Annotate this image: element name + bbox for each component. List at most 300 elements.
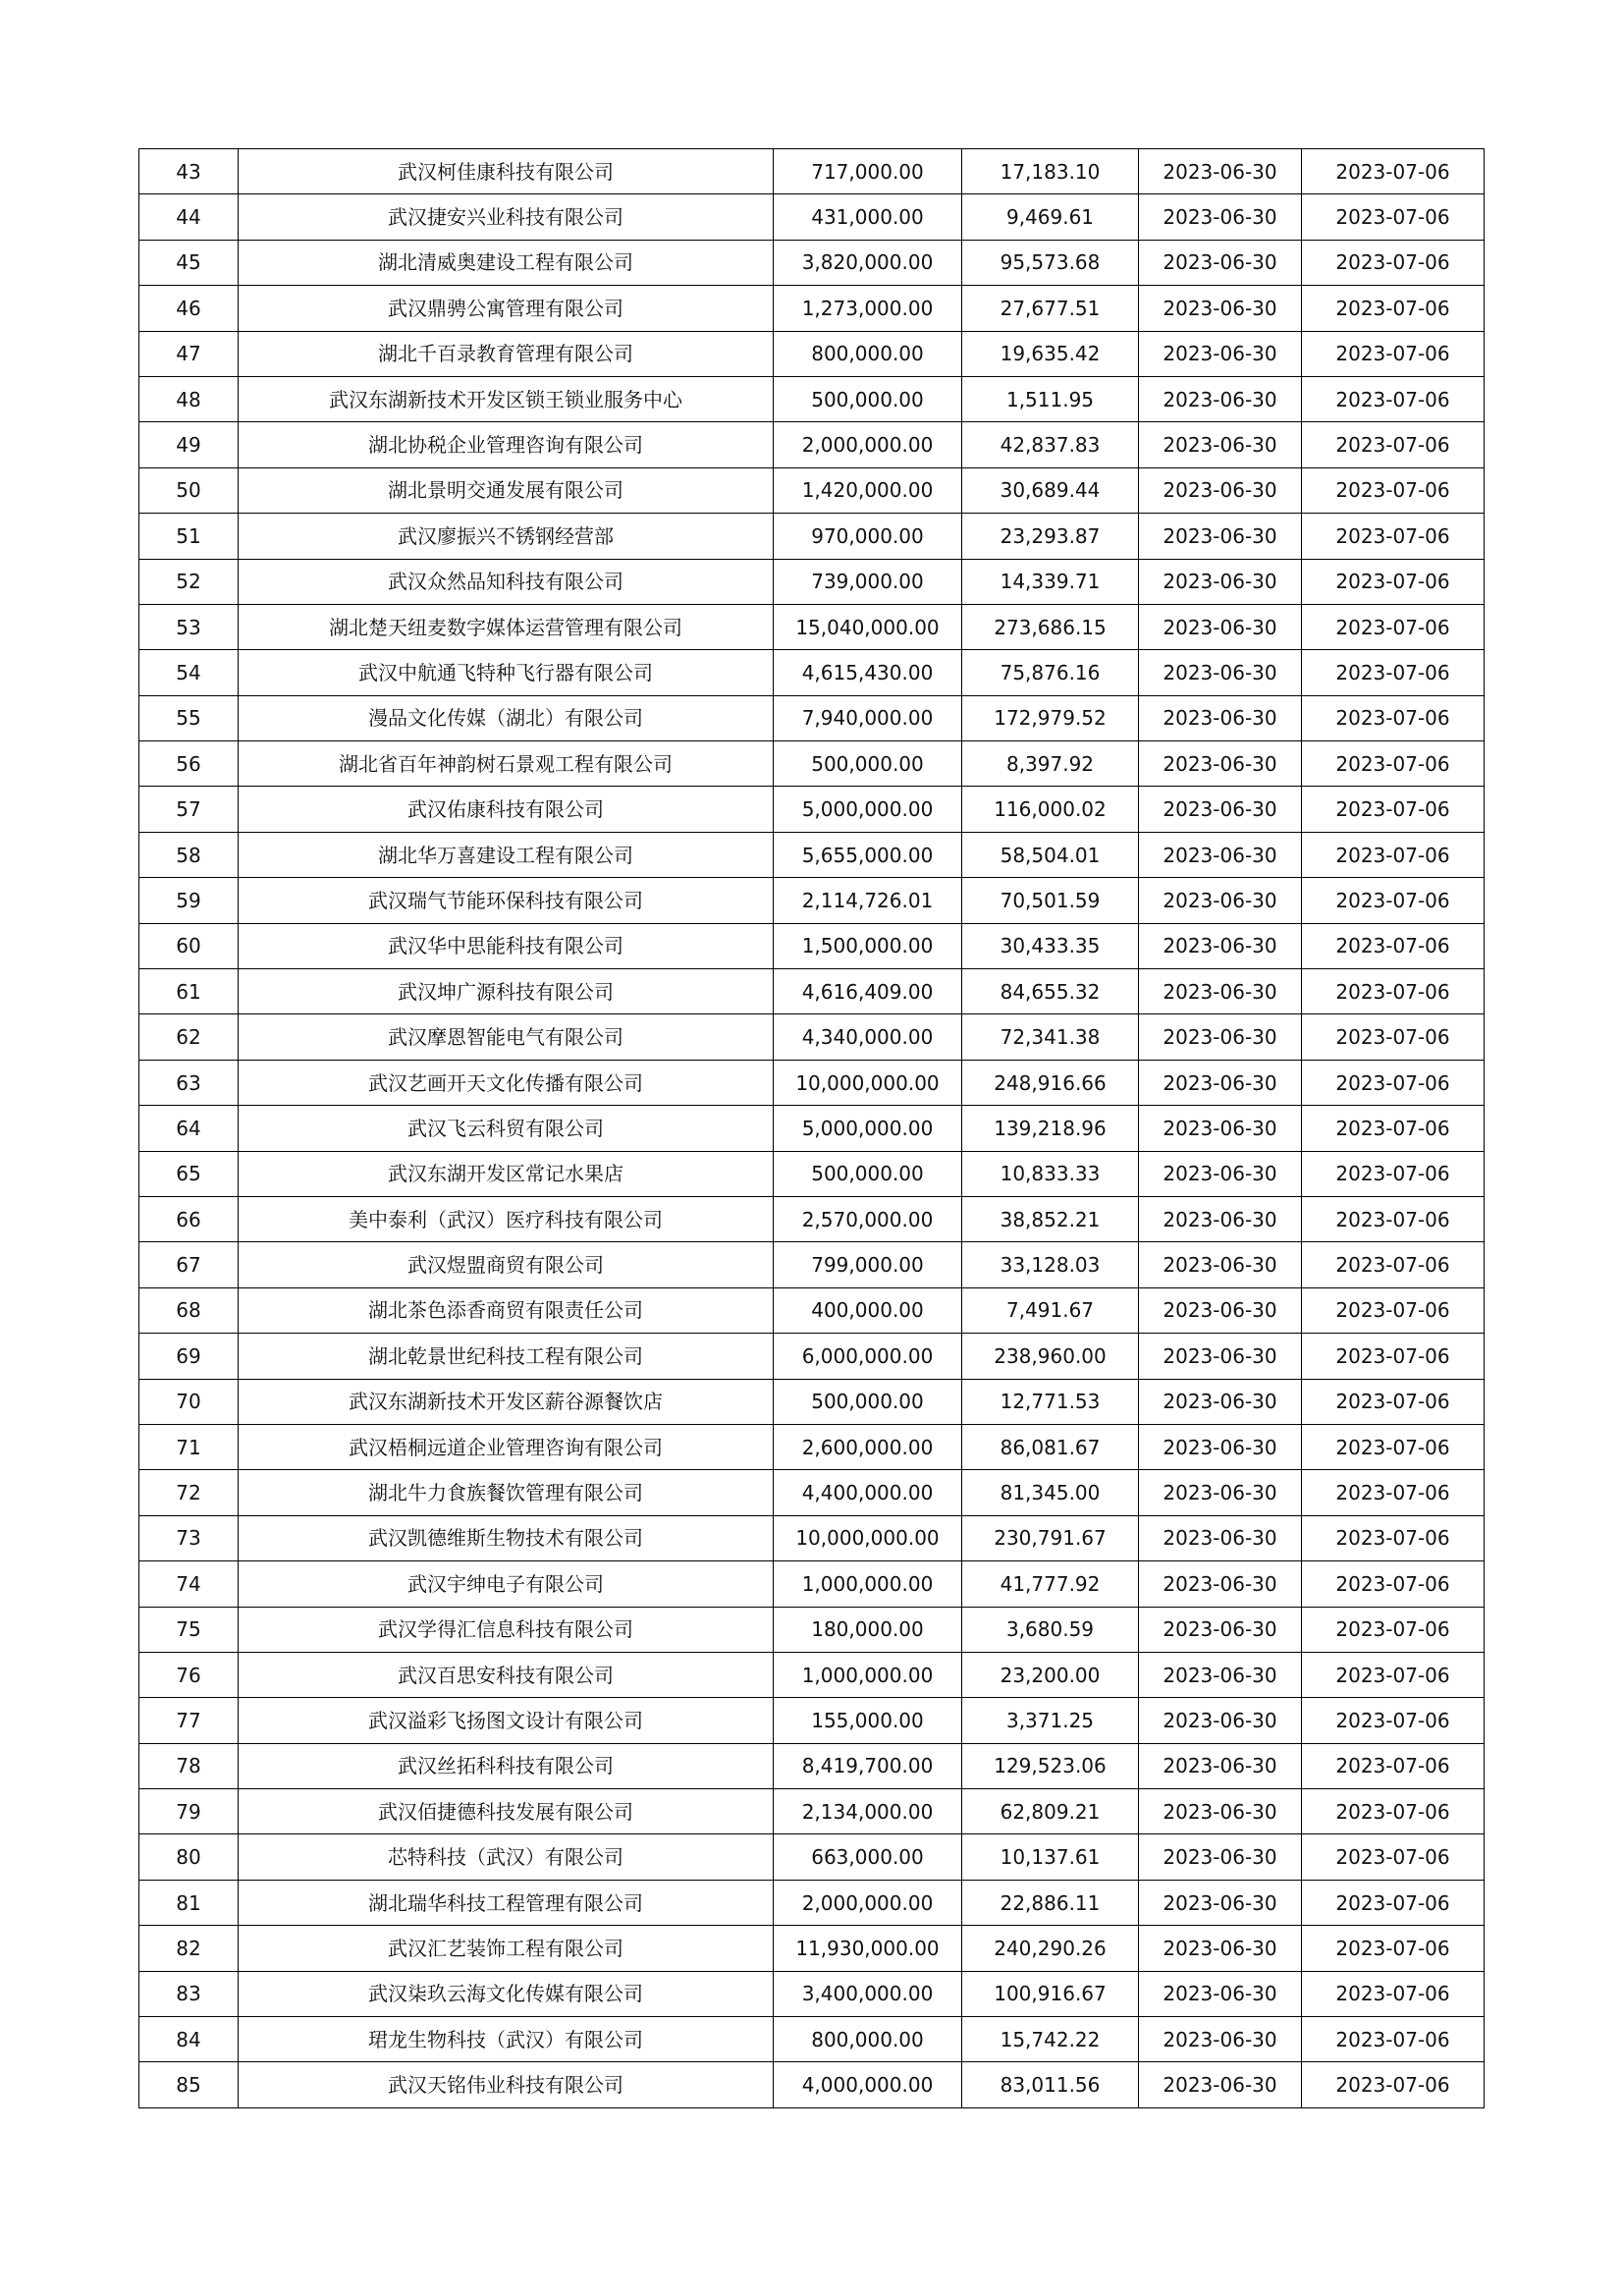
start-date-cell: 2023-06-30 xyxy=(1139,2062,1302,2107)
company-name: 武汉天铭伟业科技有限公司 xyxy=(239,2062,774,2107)
start-date-cell: 2023-06-30 xyxy=(1139,1060,1302,1105)
end-date-cell: 2023-07-06 xyxy=(1302,2017,1485,2062)
end-date-cell: 2023-07-06 xyxy=(1302,878,1485,923)
company-name: 武汉学得汇信息科技有限公司 xyxy=(239,1607,774,1652)
interest-cell: 100,916.67 xyxy=(962,1971,1139,2016)
end-date-cell: 2023-07-06 xyxy=(1302,1743,1485,1788)
end-date-cell: 2023-07-06 xyxy=(1302,1196,1485,1241)
amount-cell: 7,940,000.00 xyxy=(774,695,962,740)
company-name: 武汉华中思能科技有限公司 xyxy=(239,923,774,968)
company-name: 湖北省百年神韵树石景观工程有限公司 xyxy=(239,741,774,787)
table-row xyxy=(139,1743,1485,1788)
row-number: 61 xyxy=(139,969,239,1014)
company-name: 武汉百思安科技有限公司 xyxy=(239,1652,774,1697)
table-row xyxy=(139,695,1485,740)
end-date-cell: 2023-07-06 xyxy=(1302,2062,1485,2107)
interest-cell: 58,504.01 xyxy=(962,832,1139,877)
end-date-cell: 2023-07-06 xyxy=(1302,467,1485,513)
amount-cell: 400,000.00 xyxy=(774,1287,962,1333)
company-name: 武汉廖振兴不锈钢经营部 xyxy=(239,514,774,559)
amount-cell: 2,570,000.00 xyxy=(774,1196,962,1241)
amount-cell: 2,000,000.00 xyxy=(774,1880,962,1925)
table-row xyxy=(139,1515,1485,1560)
amount-cell: 6,000,000.00 xyxy=(774,1334,962,1379)
start-date-cell: 2023-06-30 xyxy=(1139,2017,1302,2062)
end-date-cell: 2023-07-06 xyxy=(1302,923,1485,968)
company-name: 武汉东湖新技术开发区薪谷源餐饮店 xyxy=(239,1379,774,1424)
row-number: 64 xyxy=(139,1106,239,1151)
amount-cell: 799,000.00 xyxy=(774,1242,962,1287)
amount-cell: 500,000.00 xyxy=(774,1151,962,1196)
interest-cell: 8,397.92 xyxy=(962,741,1139,787)
table-row xyxy=(139,1242,1485,1287)
amount-cell: 5,000,000.00 xyxy=(774,787,962,832)
start-date-cell: 2023-06-30 xyxy=(1139,331,1302,376)
interest-cell: 41,777.92 xyxy=(962,1561,1139,1607)
company-name: 武汉梧桐远道企业管理咨询有限公司 xyxy=(239,1424,774,1469)
interest-cell: 116,000.02 xyxy=(962,787,1139,832)
table-row xyxy=(139,1470,1485,1515)
row-number: 68 xyxy=(139,1287,239,1333)
end-date-cell: 2023-07-06 xyxy=(1302,1470,1485,1515)
row-number: 43 xyxy=(139,149,239,194)
end-date-cell: 2023-07-06 xyxy=(1302,695,1485,740)
start-date-cell: 2023-06-30 xyxy=(1139,1287,1302,1333)
end-date-cell: 2023-07-06 xyxy=(1302,1287,1485,1333)
amount-cell: 1,420,000.00 xyxy=(774,467,962,513)
start-date-cell: 2023-06-30 xyxy=(1139,1652,1302,1697)
row-number: 74 xyxy=(139,1561,239,1607)
loan-table xyxy=(138,148,1485,2108)
row-number: 52 xyxy=(139,559,239,604)
row-number: 62 xyxy=(139,1014,239,1060)
interest-cell: 27,677.51 xyxy=(962,286,1139,331)
row-number: 49 xyxy=(139,422,239,467)
end-date-cell: 2023-07-06 xyxy=(1302,1926,1485,1971)
interest-cell: 240,290.26 xyxy=(962,1926,1139,1971)
start-date-cell: 2023-06-30 xyxy=(1139,1014,1302,1060)
company-name: 湖北楚天纽麦数字媒体运营管理有限公司 xyxy=(239,604,774,649)
amount-cell: 800,000.00 xyxy=(774,2017,962,2062)
amount-cell: 663,000.00 xyxy=(774,1834,962,1880)
company-name: 湖北牛力食族餐饮管理有限公司 xyxy=(239,1470,774,1515)
row-number: 83 xyxy=(139,1971,239,2016)
start-date-cell: 2023-06-30 xyxy=(1139,286,1302,331)
table-row xyxy=(139,1287,1485,1333)
interest-cell: 10,137.61 xyxy=(962,1834,1139,1880)
start-date-cell: 2023-06-30 xyxy=(1139,787,1302,832)
table-row xyxy=(139,1652,1485,1697)
interest-cell: 230,791.67 xyxy=(962,1515,1139,1560)
row-number: 80 xyxy=(139,1834,239,1880)
start-date-cell: 2023-06-30 xyxy=(1139,650,1302,695)
company-name: 武汉鼎骋公寓管理有限公司 xyxy=(239,286,774,331)
row-number: 50 xyxy=(139,467,239,513)
table-row xyxy=(139,1379,1485,1424)
start-date-cell: 2023-06-30 xyxy=(1139,741,1302,787)
start-date-cell: 2023-06-30 xyxy=(1139,1379,1302,1424)
interest-cell: 17,183.10 xyxy=(962,149,1139,194)
row-number: 82 xyxy=(139,1926,239,1971)
start-date-cell: 2023-06-30 xyxy=(1139,969,1302,1014)
amount-cell: 1,500,000.00 xyxy=(774,923,962,968)
company-name: 武汉宇绅电子有限公司 xyxy=(239,1561,774,1607)
table-row xyxy=(139,1060,1485,1105)
start-date-cell: 2023-06-30 xyxy=(1139,376,1302,421)
company-name: 武汉坤广源科技有限公司 xyxy=(239,969,774,1014)
company-name: 漫品文化传媒（湖北）有限公司 xyxy=(239,695,774,740)
table-row xyxy=(139,1151,1485,1196)
company-name: 武汉瑞气节能环保科技有限公司 xyxy=(239,878,774,923)
start-date-cell: 2023-06-30 xyxy=(1139,149,1302,194)
row-number: 76 xyxy=(139,1652,239,1697)
amount-cell: 4,000,000.00 xyxy=(774,2062,962,2107)
amount-cell: 1,000,000.00 xyxy=(774,1652,962,1697)
end-date-cell: 2023-07-06 xyxy=(1302,422,1485,467)
start-date-cell: 2023-06-30 xyxy=(1139,422,1302,467)
amount-cell: 10,000,000.00 xyxy=(774,1515,962,1560)
interest-cell: 10,833.33 xyxy=(962,1151,1139,1196)
row-number: 75 xyxy=(139,1607,239,1652)
company-name: 武汉捷安兴业科技有限公司 xyxy=(239,194,774,240)
row-number: 46 xyxy=(139,286,239,331)
company-name: 武汉汇艺装饰工程有限公司 xyxy=(239,1926,774,1971)
end-date-cell: 2023-07-06 xyxy=(1302,604,1485,649)
company-name: 武汉丝拓科科技有限公司 xyxy=(239,1743,774,1788)
start-date-cell: 2023-06-30 xyxy=(1139,1106,1302,1151)
amount-cell: 500,000.00 xyxy=(774,376,962,421)
row-number: 55 xyxy=(139,695,239,740)
end-date-cell: 2023-07-06 xyxy=(1302,1151,1485,1196)
end-date-cell: 2023-07-06 xyxy=(1302,1106,1485,1151)
table-body xyxy=(139,149,1485,2108)
interest-cell: 15,742.22 xyxy=(962,2017,1139,2062)
end-date-cell: 2023-07-06 xyxy=(1302,787,1485,832)
end-date-cell: 2023-07-06 xyxy=(1302,1789,1485,1834)
amount-cell: 10,000,000.00 xyxy=(774,1060,962,1105)
interest-cell: 84,655.32 xyxy=(962,969,1139,1014)
interest-cell: 22,886.11 xyxy=(962,1880,1139,1925)
company-name: 武汉佑康科技有限公司 xyxy=(239,787,774,832)
start-date-cell: 2023-06-30 xyxy=(1139,1698,1302,1743)
interest-cell: 139,218.96 xyxy=(962,1106,1139,1151)
interest-cell: 273,686.15 xyxy=(962,604,1139,649)
start-date-cell: 2023-06-30 xyxy=(1139,1515,1302,1560)
interest-cell: 95,573.68 xyxy=(962,240,1139,285)
interest-cell: 172,979.52 xyxy=(962,695,1139,740)
amount-cell: 1,273,000.00 xyxy=(774,286,962,331)
row-number: 58 xyxy=(139,832,239,877)
amount-cell: 8,419,700.00 xyxy=(774,1743,962,1788)
start-date-cell: 2023-06-30 xyxy=(1139,1334,1302,1379)
row-number: 66 xyxy=(139,1196,239,1241)
end-date-cell: 2023-07-06 xyxy=(1302,286,1485,331)
start-date-cell: 2023-06-30 xyxy=(1139,878,1302,923)
start-date-cell: 2023-06-30 xyxy=(1139,559,1302,604)
company-name: 湖北协税企业管理咨询有限公司 xyxy=(239,422,774,467)
row-number: 44 xyxy=(139,194,239,240)
amount-cell: 2,000,000.00 xyxy=(774,422,962,467)
table-row xyxy=(139,969,1485,1014)
row-number: 71 xyxy=(139,1424,239,1469)
end-date-cell: 2023-07-06 xyxy=(1302,1880,1485,1925)
end-date-cell: 2023-07-06 xyxy=(1302,650,1485,695)
row-number: 56 xyxy=(139,741,239,787)
start-date-cell: 2023-06-30 xyxy=(1139,467,1302,513)
end-date-cell: 2023-07-06 xyxy=(1302,1242,1485,1287)
amount-cell: 739,000.00 xyxy=(774,559,962,604)
amount-cell: 500,000.00 xyxy=(774,741,962,787)
amount-cell: 4,616,409.00 xyxy=(774,969,962,1014)
table-row xyxy=(139,286,1485,331)
amount-cell: 2,134,000.00 xyxy=(774,1789,962,1834)
end-date-cell: 2023-07-06 xyxy=(1302,514,1485,559)
table-row xyxy=(139,194,1485,240)
interest-cell: 23,200.00 xyxy=(962,1652,1139,1697)
company-name: 湖北清威奥建设工程有限公司 xyxy=(239,240,774,285)
row-number: 70 xyxy=(139,1379,239,1424)
table-row xyxy=(139,467,1485,513)
amount-cell: 800,000.00 xyxy=(774,331,962,376)
row-number: 54 xyxy=(139,650,239,695)
start-date-cell: 2023-06-30 xyxy=(1139,832,1302,877)
table-row xyxy=(139,604,1485,649)
table-row xyxy=(139,1834,1485,1880)
table-row xyxy=(139,1926,1485,1971)
row-number: 67 xyxy=(139,1242,239,1287)
end-date-cell: 2023-07-06 xyxy=(1302,1014,1485,1060)
end-date-cell: 2023-07-06 xyxy=(1302,1561,1485,1607)
row-number: 59 xyxy=(139,878,239,923)
interest-cell: 12,771.53 xyxy=(962,1379,1139,1424)
company-name: 武汉艺画开天文化传播有限公司 xyxy=(239,1060,774,1105)
company-name: 武汉中航通飞特种飞行器有限公司 xyxy=(239,650,774,695)
end-date-cell: 2023-07-06 xyxy=(1302,331,1485,376)
table-row xyxy=(139,1880,1485,1925)
row-number: 79 xyxy=(139,1789,239,1834)
company-name: 武汉柯佳康科技有限公司 xyxy=(239,149,774,194)
row-number: 48 xyxy=(139,376,239,421)
end-date-cell: 2023-07-06 xyxy=(1302,1424,1485,1469)
table-row xyxy=(139,1607,1485,1652)
table-row xyxy=(139,1561,1485,1607)
interest-cell: 19,635.42 xyxy=(962,331,1139,376)
table-row xyxy=(139,240,1485,285)
start-date-cell: 2023-06-30 xyxy=(1139,1971,1302,2016)
end-date-cell: 2023-07-06 xyxy=(1302,1515,1485,1560)
start-date-cell: 2023-06-30 xyxy=(1139,695,1302,740)
amount-cell: 180,000.00 xyxy=(774,1607,962,1652)
start-date-cell: 2023-06-30 xyxy=(1139,1834,1302,1880)
end-date-cell: 2023-07-06 xyxy=(1302,969,1485,1014)
company-name: 湖北千百录教育管理有限公司 xyxy=(239,331,774,376)
end-date-cell: 2023-07-06 xyxy=(1302,194,1485,240)
company-name: 湖北瑞华科技工程管理有限公司 xyxy=(239,1880,774,1925)
company-name: 湖北乾景世纪科技工程有限公司 xyxy=(239,1334,774,1379)
table-row xyxy=(139,1971,1485,2016)
start-date-cell: 2023-06-30 xyxy=(1139,1470,1302,1515)
row-number: 65 xyxy=(139,1151,239,1196)
interest-cell: 7,491.67 xyxy=(962,1287,1139,1333)
interest-cell: 14,339.71 xyxy=(962,559,1139,604)
amount-cell: 2,600,000.00 xyxy=(774,1424,962,1469)
table-row xyxy=(139,878,1485,923)
amount-cell: 431,000.00 xyxy=(774,194,962,240)
table-row xyxy=(139,650,1485,695)
company-name: 武汉柒玖云海文化传媒有限公司 xyxy=(239,1971,774,2016)
table-row xyxy=(139,1106,1485,1151)
start-date-cell: 2023-06-30 xyxy=(1139,1242,1302,1287)
interest-cell: 129,523.06 xyxy=(962,1743,1139,1788)
end-date-cell: 2023-07-06 xyxy=(1302,1607,1485,1652)
start-date-cell: 2023-06-30 xyxy=(1139,1789,1302,1834)
interest-cell: 38,852.21 xyxy=(962,1196,1139,1241)
company-name: 武汉飞云科贸有限公司 xyxy=(239,1106,774,1151)
row-number: 69 xyxy=(139,1334,239,1379)
amount-cell: 4,400,000.00 xyxy=(774,1470,962,1515)
amount-cell: 155,000.00 xyxy=(774,1698,962,1743)
row-number: 81 xyxy=(139,1880,239,1925)
interest-cell: 30,433.35 xyxy=(962,923,1139,968)
company-name: 武汉佰捷德科技发展有限公司 xyxy=(239,1789,774,1834)
start-date-cell: 2023-06-30 xyxy=(1139,923,1302,968)
table-row xyxy=(139,331,1485,376)
start-date-cell: 2023-06-30 xyxy=(1139,1880,1302,1925)
company-name: 武汉溢彩飞扬图文设计有限公司 xyxy=(239,1698,774,1743)
table-row xyxy=(139,923,1485,968)
table-row xyxy=(139,1424,1485,1469)
row-number: 47 xyxy=(139,331,239,376)
company-name: 湖北景明交通发展有限公司 xyxy=(239,467,774,513)
row-number: 73 xyxy=(139,1515,239,1560)
table-row xyxy=(139,787,1485,832)
table-row xyxy=(139,832,1485,877)
company-name: 武汉东湖新技术开发区锁王锁业服务中心 xyxy=(239,376,774,421)
interest-cell: 75,876.16 xyxy=(962,650,1139,695)
interest-cell: 23,293.87 xyxy=(962,514,1139,559)
end-date-cell: 2023-07-06 xyxy=(1302,1834,1485,1880)
row-number: 53 xyxy=(139,604,239,649)
start-date-cell: 2023-06-30 xyxy=(1139,1607,1302,1652)
company-name: 武汉凯德维斯生物技术有限公司 xyxy=(239,1515,774,1560)
row-number: 51 xyxy=(139,514,239,559)
interest-cell: 33,128.03 xyxy=(962,1242,1139,1287)
end-date-cell: 2023-07-06 xyxy=(1302,1334,1485,1379)
interest-cell: 70,501.59 xyxy=(962,878,1139,923)
company-name: 武汉东湖开发区常记水果店 xyxy=(239,1151,774,1196)
amount-cell: 500,000.00 xyxy=(774,1379,962,1424)
company-name: 美中泰利（武汉）医疗科技有限公司 xyxy=(239,1196,774,1241)
row-number: 72 xyxy=(139,1470,239,1515)
row-number: 85 xyxy=(139,2062,239,2107)
amount-cell: 3,400,000.00 xyxy=(774,1971,962,2016)
table-row xyxy=(139,1789,1485,1834)
company-name: 芯特科技（武汉）有限公司 xyxy=(239,1834,774,1880)
row-number: 57 xyxy=(139,787,239,832)
company-name: 湖北茶色添香商贸有限责任公司 xyxy=(239,1287,774,1333)
table-row xyxy=(139,1698,1485,1743)
table-row xyxy=(139,1196,1485,1241)
interest-cell: 62,809.21 xyxy=(962,1789,1139,1834)
company-name: 湖北华万喜建设工程有限公司 xyxy=(239,832,774,877)
row-number: 77 xyxy=(139,1698,239,1743)
amount-cell: 4,615,430.00 xyxy=(774,650,962,695)
end-date-cell: 2023-07-06 xyxy=(1302,1652,1485,1697)
row-number: 45 xyxy=(139,240,239,285)
table-row xyxy=(139,514,1485,559)
end-date-cell: 2023-07-06 xyxy=(1302,1698,1485,1743)
company-name: 武汉煜盟商贸有限公司 xyxy=(239,1242,774,1287)
interest-cell: 3,371.25 xyxy=(962,1698,1139,1743)
interest-cell: 42,837.83 xyxy=(962,422,1139,467)
row-number: 60 xyxy=(139,923,239,968)
table-row xyxy=(139,559,1485,604)
amount-cell: 5,000,000.00 xyxy=(774,1106,962,1151)
amount-cell: 2,114,726.01 xyxy=(774,878,962,923)
interest-cell: 1,511.95 xyxy=(962,376,1139,421)
table-row xyxy=(139,741,1485,787)
table-row xyxy=(139,1334,1485,1379)
start-date-cell: 2023-06-30 xyxy=(1139,194,1302,240)
amount-cell: 4,340,000.00 xyxy=(774,1014,962,1060)
end-date-cell: 2023-07-06 xyxy=(1302,1971,1485,2016)
start-date-cell: 2023-06-30 xyxy=(1139,1743,1302,1788)
start-date-cell: 2023-06-30 xyxy=(1139,514,1302,559)
amount-cell: 970,000.00 xyxy=(774,514,962,559)
end-date-cell: 2023-07-06 xyxy=(1302,741,1485,787)
company-name: 武汉众然品知科技有限公司 xyxy=(239,559,774,604)
interest-cell: 238,960.00 xyxy=(962,1334,1139,1379)
table-row xyxy=(139,149,1485,194)
start-date-cell: 2023-06-30 xyxy=(1139,1926,1302,1971)
interest-cell: 83,011.56 xyxy=(962,2062,1139,2107)
amount-cell: 3,820,000.00 xyxy=(774,240,962,285)
amount-cell: 1,000,000.00 xyxy=(774,1561,962,1607)
end-date-cell: 2023-07-06 xyxy=(1302,559,1485,604)
start-date-cell: 2023-06-30 xyxy=(1139,1196,1302,1241)
start-date-cell: 2023-06-30 xyxy=(1139,1424,1302,1469)
amount-cell: 15,040,000.00 xyxy=(774,604,962,649)
interest-cell: 86,081.67 xyxy=(962,1424,1139,1469)
row-number: 78 xyxy=(139,1743,239,1788)
interest-cell: 3,680.59 xyxy=(962,1607,1139,1652)
table-row xyxy=(139,2062,1485,2107)
row-number: 84 xyxy=(139,2017,239,2062)
table-row xyxy=(139,2017,1485,2062)
end-date-cell: 2023-07-06 xyxy=(1302,149,1485,194)
start-date-cell: 2023-06-30 xyxy=(1139,240,1302,285)
row-number: 63 xyxy=(139,1060,239,1105)
end-date-cell: 2023-07-06 xyxy=(1302,240,1485,285)
company-name: 武汉摩恩智能电气有限公司 xyxy=(239,1014,774,1060)
table-row xyxy=(139,1014,1485,1060)
interest-cell: 248,916.66 xyxy=(962,1060,1139,1105)
amount-cell: 11,930,000.00 xyxy=(774,1926,962,1971)
table-row xyxy=(139,376,1485,421)
interest-cell: 81,345.00 xyxy=(962,1470,1139,1515)
start-date-cell: 2023-06-30 xyxy=(1139,1151,1302,1196)
company-name: 珺龙生物科技（武汉）有限公司 xyxy=(239,2017,774,2062)
interest-cell: 72,341.38 xyxy=(962,1014,1139,1060)
end-date-cell: 2023-07-06 xyxy=(1302,1379,1485,1424)
end-date-cell: 2023-07-06 xyxy=(1302,832,1485,877)
amount-cell: 5,655,000.00 xyxy=(774,832,962,877)
start-date-cell: 2023-06-30 xyxy=(1139,1561,1302,1607)
interest-cell: 9,469.61 xyxy=(962,194,1139,240)
end-date-cell: 2023-07-06 xyxy=(1302,1060,1485,1105)
interest-cell: 30,689.44 xyxy=(962,467,1139,513)
table-row xyxy=(139,422,1485,467)
